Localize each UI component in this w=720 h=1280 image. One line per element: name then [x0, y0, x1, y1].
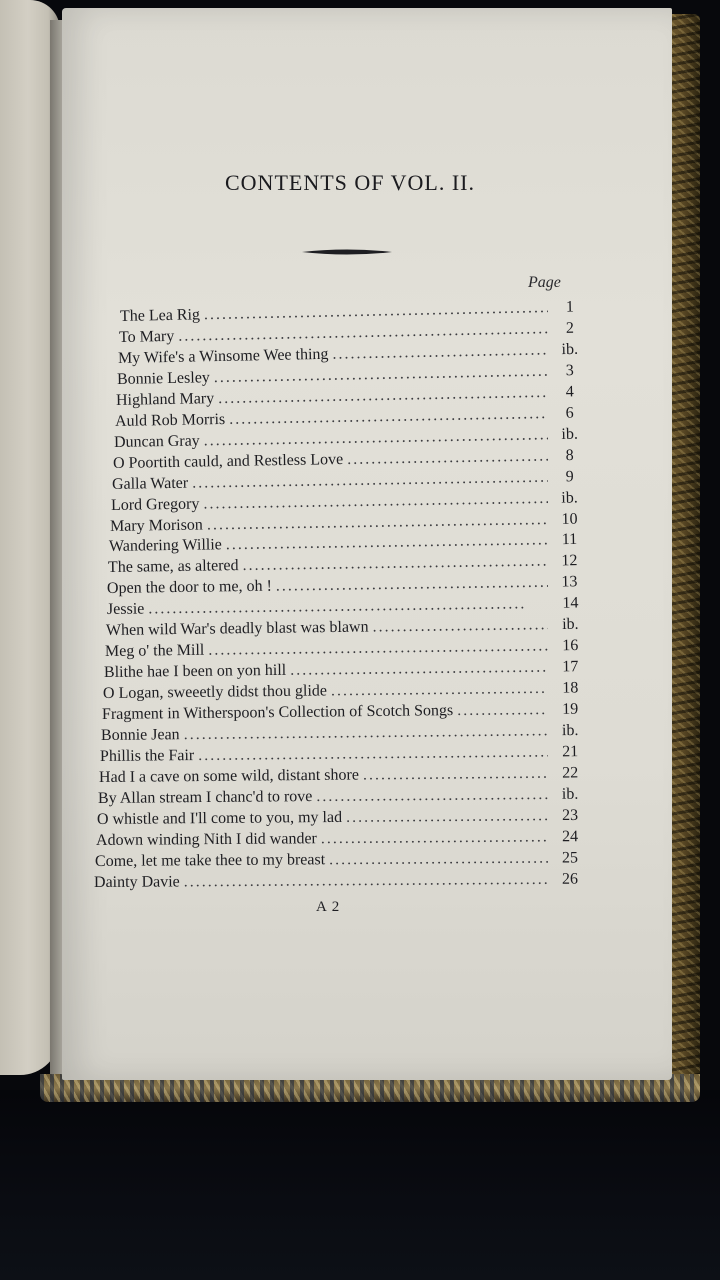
signature-mark: A 2	[316, 899, 341, 915]
contents-entry	[101, 722, 588, 745]
entry-title: My Wife's a Winsome Wee thing	[117, 345, 329, 367]
contents-entry	[105, 616, 588, 640]
entry-page-number: 14	[561, 594, 579, 613]
entry-page-number: ib.	[561, 616, 579, 634]
dot-leader	[183, 722, 548, 744]
dot-leader	[316, 786, 548, 806]
entry-title: O whistle and I'll come to you, my lad	[96, 808, 342, 828]
dot-leader	[184, 870, 548, 891]
entry-title: The same, as altered	[108, 557, 240, 577]
entry-title: Bonnie Jean	[100, 726, 180, 744]
entry-page-number: 21	[561, 743, 579, 761]
entry-page-number: 8	[565, 446, 575, 464]
dot-leader	[276, 574, 548, 596]
entry-page-number: 4	[565, 383, 575, 401]
entry-page-number: 2	[565, 319, 575, 337]
dot-leader	[457, 701, 548, 720]
dot-leader	[207, 511, 548, 534]
entry-title: Jessie	[106, 600, 144, 619]
entry-page-number: ib.	[561, 425, 579, 443]
entry-page-number: 24	[561, 827, 579, 846]
entry-page-number: 19	[561, 700, 579, 718]
entry-title: Blithe hae I been on yon hill	[103, 661, 286, 682]
dot-leader	[363, 765, 548, 785]
dot-leader	[290, 659, 548, 680]
entry-page-number: 17	[561, 658, 579, 676]
entry-page-number: 12	[561, 552, 579, 570]
dot-leader	[329, 849, 548, 869]
page-column-label: Page	[528, 274, 561, 291]
contents-entry	[94, 870, 588, 891]
entry-title: Mary Morison	[110, 516, 204, 535]
entry-title: Duncan Gray	[114, 432, 201, 451]
entry-page-number: 13	[561, 573, 579, 591]
contents-entry	[103, 679, 589, 703]
dot-leader	[148, 595, 548, 618]
entry-page-number: 10	[561, 510, 579, 528]
entry-page-number: ib.	[561, 488, 579, 507]
dot-leader	[321, 828, 548, 848]
entry-title: Dainty Davie	[93, 873, 180, 891]
entry-page-number: 25	[561, 849, 579, 867]
contents-entry	[97, 807, 588, 829]
entry-title: Galla Water	[112, 474, 189, 493]
entry-title: O Poortith cauld, and Restless Love	[113, 450, 344, 472]
contents-entry	[104, 658, 589, 682]
entry-page-number: 3	[565, 361, 575, 380]
entry-page-number: 11	[562, 531, 578, 549]
entry-page-number: 9	[565, 467, 575, 485]
dot-leader	[198, 743, 548, 765]
entry-page-number: 1	[565, 298, 575, 316]
dot-leader	[347, 447, 548, 468]
dot-leader	[192, 468, 548, 492]
dot-leader	[204, 489, 548, 513]
dot-leader	[229, 405, 548, 429]
dot-leader	[331, 680, 549, 701]
dot-leader	[214, 362, 548, 386]
entry-title: Phillis the Fair	[99, 746, 195, 765]
contents-entry	[95, 849, 588, 871]
dot-leader	[243, 553, 548, 575]
contents-entry	[98, 785, 588, 807]
entry-title: The Lea Rig	[119, 306, 201, 325]
entry-title: Adown winding Nith I did wander	[95, 829, 317, 849]
dot-leader	[346, 807, 548, 827]
entry-page-number: 18	[561, 679, 579, 697]
contents-entry	[99, 764, 588, 787]
entry-title: Fragment in Witherspoon's Collection of Scotch Songs	[101, 702, 454, 724]
entry-title: Highland Mary	[115, 389, 215, 409]
dark-background	[0, 1090, 720, 1280]
entry-title: Had I a cave on some wild, distant shore	[98, 766, 359, 786]
contents-entry	[96, 828, 588, 850]
entry-page-number: ib.	[561, 721, 579, 740]
dot-leader	[332, 341, 548, 363]
entry-title: Wandering Willie	[109, 536, 223, 556]
entry-title: O Logan, sweeetly didst thou glide	[102, 682, 327, 703]
dot-leader	[208, 638, 548, 660]
entry-title: By Allan stream I chanc'd to rove	[97, 787, 313, 807]
entry-page-number: ib.	[561, 340, 579, 359]
contents-heading: CONTENTS OF VOL. II.	[225, 170, 475, 195]
dot-leader	[218, 384, 548, 408]
entry-title: Come, let me take thee to my breast	[94, 850, 326, 870]
entry-title: When wild War's deadly blast was blawn	[105, 618, 369, 640]
contents-entry	[104, 637, 588, 661]
contents-entry	[100, 743, 588, 766]
dot-leader	[226, 532, 548, 555]
entry-page-number: 16	[561, 637, 579, 655]
entry-title: Bonnie Lesley	[116, 369, 211, 388]
entry-title: Meg o' the Mill	[104, 641, 204, 661]
contents-entry	[102, 701, 588, 724]
dot-leader	[372, 616, 548, 636]
entry-title: Open the door to me, oh !	[107, 578, 273, 598]
dot-leader	[204, 426, 548, 450]
entry-title: Auld Rob Morris	[115, 410, 226, 430]
entry-page-number: 6	[565, 404, 575, 422]
entry-title: Lord Gregory	[111, 495, 200, 514]
entry-page-number: 26	[561, 870, 579, 888]
entry-page-number: 23	[561, 806, 579, 824]
entry-title: To Mary	[118, 327, 175, 346]
entry-page-number: ib.	[561, 785, 579, 803]
entry-page-number: 22	[561, 764, 579, 782]
